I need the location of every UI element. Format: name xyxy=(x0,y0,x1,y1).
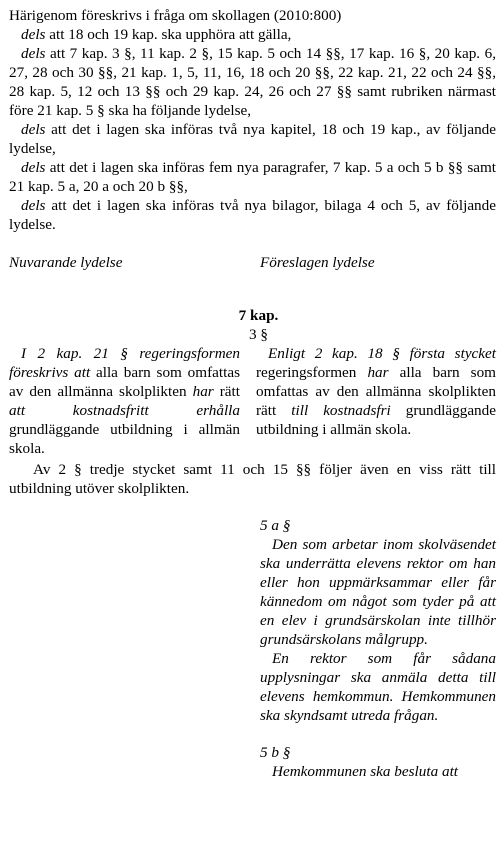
proposed-wording-text xyxy=(256,344,496,458)
plain-text: grundläggande utbildning i allmän skola. xyxy=(256,402,496,438)
introduction xyxy=(9,6,496,234)
clause-text: att det i lagen ska införas två nya kapitel, 18 och 19 kap., av följande lydelse, xyxy=(9,121,496,157)
dels-word: dels xyxy=(21,26,46,43)
proposed-wording-header: Föreslagen lydelse xyxy=(260,254,375,271)
dels-word: dels xyxy=(21,121,46,138)
emph-text: Enligt 2 kap. 18 § första stycket xyxy=(268,345,496,362)
column-headers xyxy=(9,253,496,273)
section-5b-heading: 5 b § xyxy=(260,744,291,761)
emph-text: har xyxy=(192,383,214,400)
dels-word: dels xyxy=(21,197,46,214)
emph-text: I 2 kap. 21 § regeringsformen föreskrivs att xyxy=(9,345,240,381)
section-5a xyxy=(260,516,496,725)
section-5b-text-1: Hemkommunen ska besluta att xyxy=(272,763,459,780)
section-5b xyxy=(260,743,496,781)
dels-clause-1 xyxy=(9,25,496,44)
document-page xyxy=(9,6,496,781)
section-5a-heading: 5 a § xyxy=(260,517,291,534)
emph-text: att kostnadsfritt erhålla xyxy=(9,402,240,419)
clause-text: att 7 kap. 3 §, 11 kap. 2 §, 15 kap. 5 och 14 §§, 17 kap. 16 §, 20 kap. 6, 27, 28 och 30 §§, 21 kap. 1, 5, 11, 16, 18 och 20 §§, 22 kap. 21, 22 och 24 §§, 28 kap. 5, 12 och 13 §§ och 29 kap. 24, 26 och 27 §§ samt rubriken närmast före 21 kap. 5 § ska ha följande lydelse, xyxy=(9,45,496,119)
emph-text: har xyxy=(367,364,389,381)
section-5a-text-2: En rektor som får sådana upplysningar ska anmäla detta till elevens hemkommun. Hemkommunen ska skyndsamt utreda frågan. xyxy=(260,650,496,724)
plain-text: alla barn som omfattas av den allmänna skolplikten rätt xyxy=(256,364,496,419)
plain-text: regeringsformen xyxy=(256,364,368,381)
dels-word: dels xyxy=(21,45,46,62)
plain-text: rätt xyxy=(213,383,240,400)
dels-clause-2 xyxy=(9,44,496,120)
clause-text: att det i lagen ska införas två nya bilagor, bilaga 4 och 5, av följande lydelse. xyxy=(9,197,496,233)
dels-clause-4 xyxy=(9,158,496,196)
plain-text: grundläggande utbildning i allmän skola. xyxy=(9,421,240,457)
comparison-columns xyxy=(9,344,496,458)
full-width-paragraph: Av 2 § tredje stycket samt 11 och 15 §§ följer även en viss rätt till utbildning utöver skolplikten. xyxy=(9,461,496,497)
current-wording-header: Nuvarande lydelse xyxy=(9,254,123,271)
dels-word: dels xyxy=(21,159,46,176)
section-5a-text-1: Den som arbetar inom skolväsendet ska underrätta elevens rektor om han eller hon uppmärksammar eller får kännedom om något som tyder på att en elev i grundsärskolan inte tillhör grundsärskolans målgrupp. xyxy=(260,536,496,648)
dels-clause-3 xyxy=(9,120,496,158)
current-wording-text xyxy=(9,344,240,458)
section-heading: 3 § xyxy=(249,326,268,343)
emph-text: till kostnadsfri xyxy=(291,402,391,419)
clause-text: att det i lagen ska införas fem nya paragrafer, 7 kap. 5 a och 5 b §§ samt 21 kap. 5 a, 20 a och 20 b §§, xyxy=(9,159,496,195)
plain-text: alla barn som omfattas av den allmänna skolplikten xyxy=(9,364,240,400)
chapter-heading: 7 kap. xyxy=(238,307,279,324)
dels-clause-5 xyxy=(9,196,496,234)
intro-line: Härigenom föreskrivs i fråga om skollagen (2010:800) xyxy=(9,7,342,24)
clause-text: att 18 och 19 kap. ska upphöra att gälla, xyxy=(45,26,292,43)
